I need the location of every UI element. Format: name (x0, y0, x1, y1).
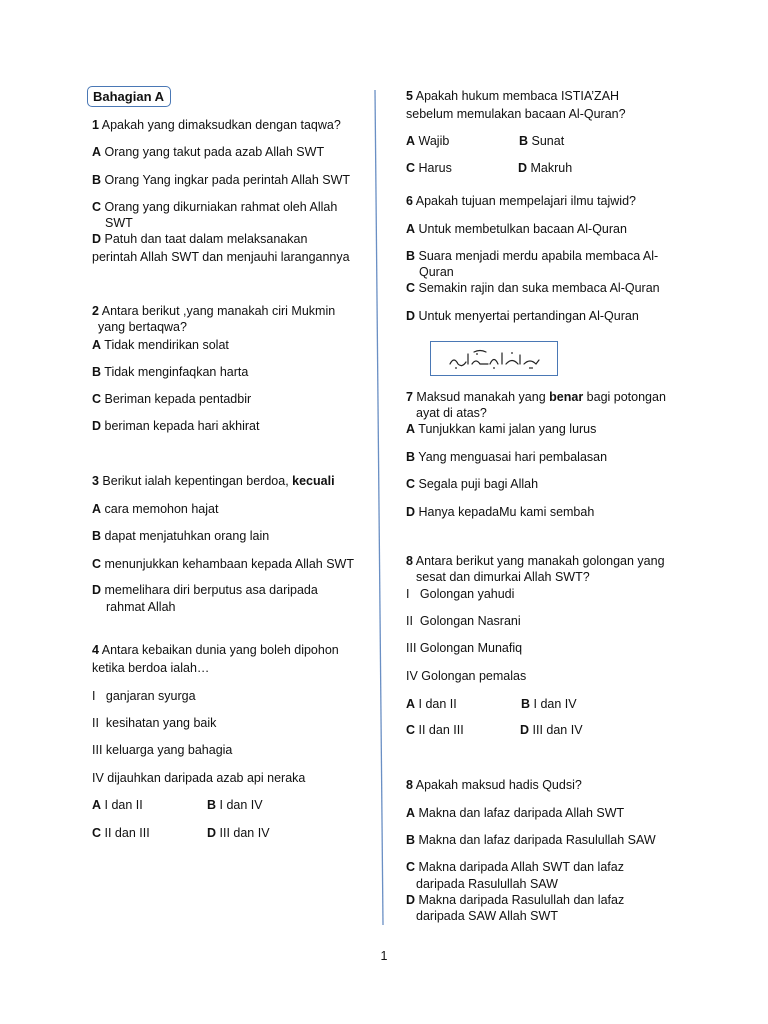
question-4-item-ii: II kesihatan yang baik (92, 716, 217, 730)
question-4-option-b: B I dan IV (207, 798, 263, 812)
question-5-option-c: C Harus (406, 161, 452, 175)
question-4-option-a: A I dan II (92, 798, 143, 812)
question-7-option-c: C Segala puji bagi Allah (406, 477, 539, 491)
question-1-option-c-cont: SWT (105, 216, 133, 230)
question-5-stem-cont: sebelum memulakan bacaan Al-Quran? (406, 107, 626, 121)
question-8-stem-cont: sesat dan dimurkai Allah SWT? (416, 570, 590, 584)
question-4-option-c: C II dan III (92, 826, 150, 840)
question-8-item-i: I Golongan yahudi (406, 587, 515, 601)
question-6-option-d: D Untuk menyertai pertandingan Al-Quran (406, 309, 639, 323)
question-1-option-c: C Orang yang dikurniakan rahmat oleh Allah (92, 200, 338, 214)
question-7-option-d: D Hanya kepadaMu kami sembah (406, 505, 595, 519)
question-7-option-a: A Tunjukkan kami jalan yang lurus (406, 422, 597, 436)
question-6-stem: 6 Apakah tujuan mempelajari ilmu tajwid? (406, 194, 636, 208)
question-6-option-c: C Semakin rajin dan suka membaca Al-Quran (406, 281, 660, 295)
question-8-stem: 8 Antara berikut yang manakah golongan yang (406, 554, 665, 568)
column-divider (372, 90, 386, 925)
question-3-option-c: C menunjukkan kehambaan kepada Allah SWT (92, 557, 354, 571)
question-1-stem: 1 Apakah yang dimaksudkan dengan taqwa? (92, 118, 341, 132)
question-4-item-i: I ganjaran syurga (92, 689, 196, 703)
question-9-option-c-cont: daripada Rasulullah SAW (416, 877, 558, 891)
question-6-option-b: B Suara menjadi merdu apabila membaca Al- (406, 249, 659, 263)
question-3-option-a: A cara memohon hajat (92, 502, 219, 516)
question-4-stem-cont: ketika berdoa ialah… (92, 661, 210, 675)
question-4-option-d: D III dan IV (207, 826, 270, 840)
question-2-stem-cont: yang bertaqwa? (98, 320, 187, 334)
arabic-calligraphy-icon (444, 346, 544, 372)
question-5-option-b: B Sunat (519, 134, 565, 148)
question-4-item-iii: III keluarga yang bahagia (92, 743, 233, 757)
question-8-option-b: B I dan IV (521, 697, 577, 711)
question-7-stem: 7 Maksud manakah yang benar bagi potongan (406, 390, 666, 404)
question-1-option-b: B Orang Yang ingkar pada perintah Allah SWT (92, 173, 351, 187)
question-9-stem: 8 Apakah maksud hadis Qudsi? (406, 778, 582, 792)
question-2-option-c: C Beriman kepada pentadbir (92, 392, 252, 406)
question-9-option-c: C Makna daripada Allah SWT dan lafaz (406, 860, 624, 874)
question-4-stem: 4 Antara kebaikan dunia yang boleh dipohon (92, 643, 339, 657)
arabic-verse-image (430, 341, 558, 376)
question-4-item-iv: IV dijauhkan daripada azab api neraka (92, 771, 306, 785)
question-2-option-b: B Tidak menginfaqkan harta (92, 365, 249, 379)
question-2-stem: 2 Antara berikut ,yang manakah ciri Mukmin (92, 304, 336, 318)
question-2-option-a: A Tidak mendirikan solat (92, 338, 229, 352)
question-2-option-d: D beriman kepada hari akhirat (92, 419, 260, 433)
question-5-option-a: A Wajib (406, 134, 450, 148)
question-8-item-iii: III Golongan Munafiq (406, 641, 523, 655)
question-7-stem-cont: ayat di atas? (416, 406, 487, 420)
question-7-option-b: B Yang menguasai hari pembalasan (406, 450, 608, 464)
question-5-stem: 5 Apakah hukum membaca ISTIA’ZAH (406, 89, 620, 103)
question-6-option-b-cont: Quran (419, 265, 454, 279)
question-5-option-d: D Makruh (518, 161, 573, 175)
question-1-option-d-cont: perintah Allah SWT dan menjauhi larangannya (92, 250, 350, 264)
question-8-item-iv: IV Golongan pemalas (406, 669, 527, 683)
question-8-option-d: D III dan IV (520, 723, 583, 737)
question-3-option-b: B dapat menjatuhkan orang lain (92, 529, 270, 543)
question-9-option-d: D Makna daripada Rasulullah dan lafaz (406, 893, 625, 907)
question-6-option-a: A Untuk membetulkan bacaan Al-Quran (406, 222, 627, 236)
question-8-option-c: C II dan III (406, 723, 464, 737)
question-1-option-d: D Patuh dan taat dalam melaksanakan (92, 232, 308, 246)
question-3-stem: 3 Berikut ialah kepentingan berdoa, kecuali (92, 474, 335, 488)
question-9-option-b: B Makna dan lafaz daripada Rasulullah SAW (406, 833, 656, 847)
question-9-option-d-cont: daripada SAW Allah SWT (416, 909, 558, 923)
question-3-option-d-cont: rahmat Allah (106, 600, 176, 614)
question-8-item-ii: II Golongan Nasrani (406, 614, 521, 628)
question-3-option-d: D memelihara diri berputus asa daripada (92, 583, 318, 597)
question-8-option-a: A I dan II (406, 697, 457, 711)
page-number: 1 (380, 949, 388, 963)
question-1-option-a: A Orang yang takut pada azab Allah SWT (92, 145, 325, 159)
section-title: Bahagian A (93, 89, 165, 104)
question-9-option-a: A Makna dan lafaz daripada Allah SWT (406, 806, 625, 820)
